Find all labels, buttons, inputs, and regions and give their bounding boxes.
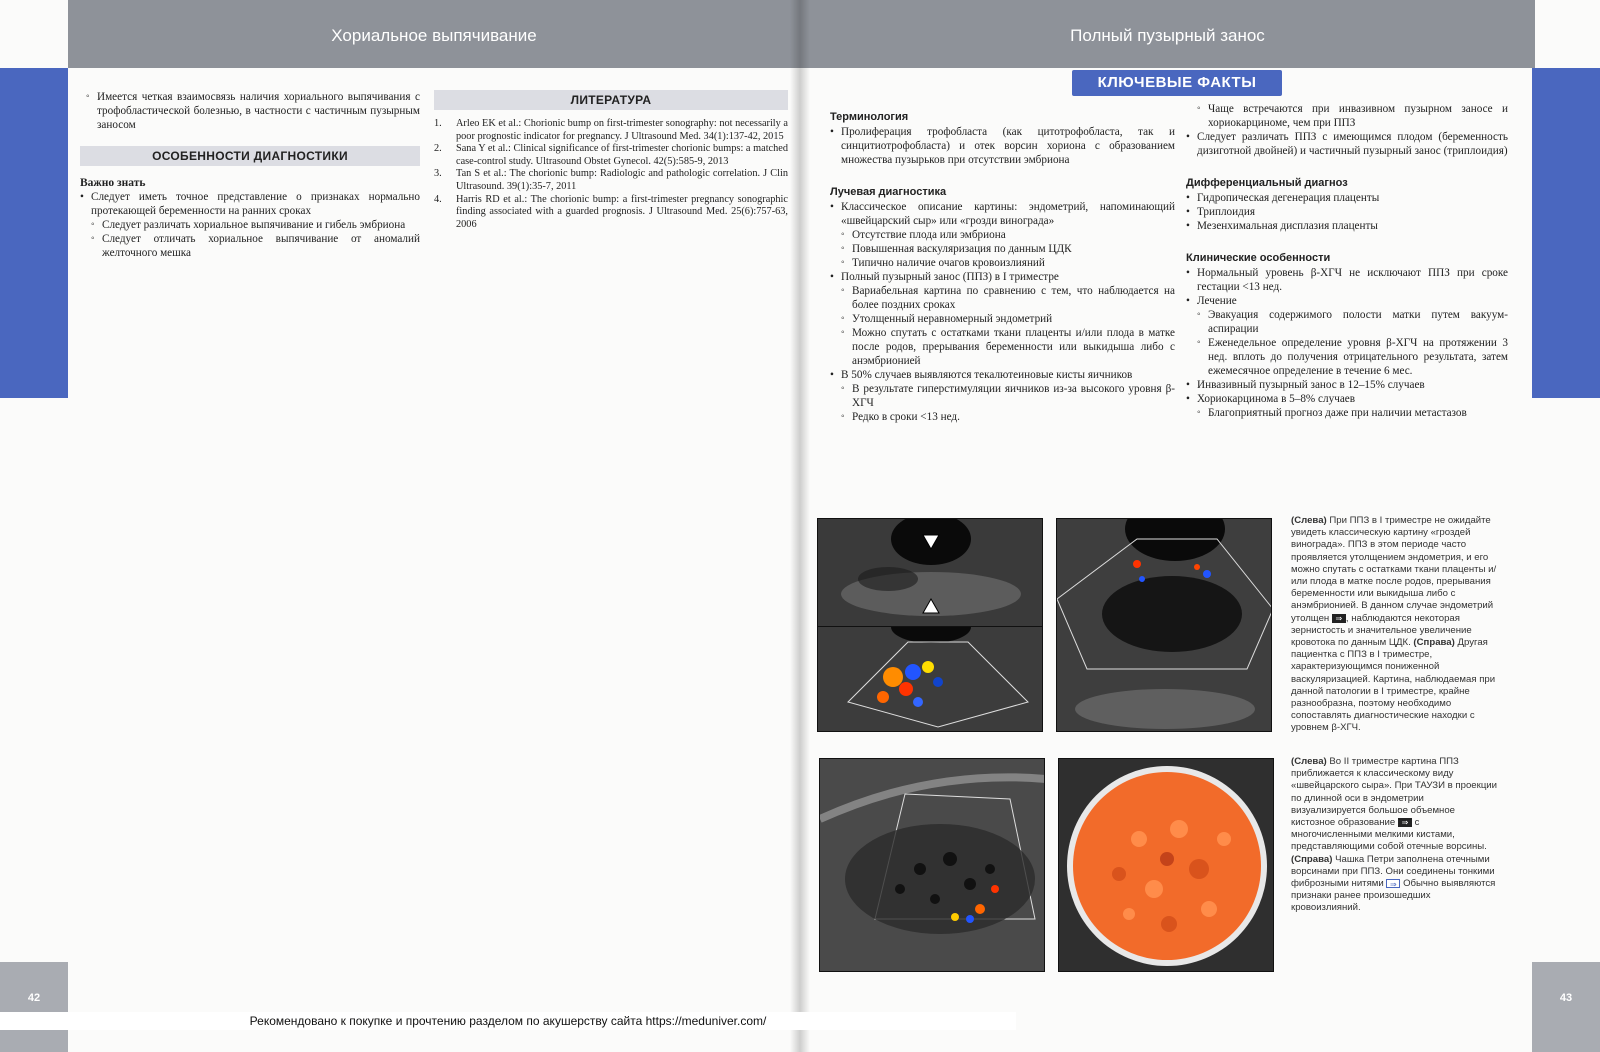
right-column-1 [830, 102, 1175, 424]
col2-top-list [1186, 130, 1508, 158]
caption2-text-d: Обычно выявляются признаки ранее произошедших кровоизлияний. [1291, 878, 1496, 914]
radiology-title: Лучевая диагностика [830, 186, 947, 198]
left-column-1 [80, 90, 420, 260]
left-header-band [68, 0, 800, 68]
differential-item [1186, 191, 1508, 205]
clinical-item-text: Инвазивный пузырный занос в 12–15% случаев [1197, 379, 1425, 391]
differential-title: Дифференциальный диагноз [1186, 177, 1348, 189]
differential-list [1186, 191, 1508, 233]
differential-item [1186, 205, 1508, 219]
radiology-item-subitem-text: Вариабельная картина по сравнению с тем, что наблюдается на более поздних сроках [852, 285, 1175, 311]
right-header-band [800, 0, 1535, 68]
radiology-item-subitem [841, 256, 1175, 270]
reference-text: Arleo EK et al.: Chorionic bump on first-trimester sonography: not necessarily a poor prognostic indicator for pregnancy. J Ultrasound Med. 34(1):137-42, 2015 [456, 118, 788, 142]
important-item-sublist [91, 218, 420, 260]
reference-text: Sana Y et al.: Clinical significance of first-trimester chorionic bumps: a matched case-control study. Ultrasound Obstet Gynecol. 42(5):585-9, 2013 [456, 143, 788, 167]
radiology-item-subitem-text: Типично наличие очагов кровоизлияний [852, 257, 1045, 269]
clinical-item [1186, 266, 1508, 294]
radiology-item-subitem-text: Повышенная васкуляризация по данным ЦДК [852, 243, 1072, 255]
radiology-item-subitem-text: Редко в сроки <13 нед. [852, 411, 960, 423]
important-item-subitem [91, 232, 420, 260]
radiology-item-subitem [841, 382, 1175, 410]
left-side-tab [0, 68, 68, 398]
right-page-title: Полный пузырный занос [1070, 26, 1265, 45]
clinical-item-sublist [1197, 308, 1508, 378]
radiology-item-subitem-text: Утолщенный неравномерный эндометрий [852, 313, 1053, 325]
radiology-item-text: В 50% случаев выявляются текалютеиновые кисты яичников [841, 369, 1133, 381]
book-spine [790, 0, 810, 1052]
radiology-item-subitem [841, 326, 1175, 368]
col2-top-subitem-text: Чаще встречаются при инвазивном пузырном заносе и хориокарциноме, чем при ППЗ [1208, 103, 1508, 129]
clinical-item-subitem-text: Эвакуация содержимого полости матки путем вакуум-аспирации [1208, 309, 1508, 335]
literature-title: ЛИТЕРАТУРА [434, 90, 788, 110]
radiology-item-text: Классическое описание картины: эндометрий, напоминающий «швейцарский сыр» или «грозди винограда» [841, 201, 1175, 227]
open-arrow-icon: ⇒ [1386, 879, 1400, 888]
clinical-item [1186, 392, 1508, 420]
left-page-number-box [0, 962, 68, 1052]
reference-number: 1. [434, 118, 442, 129]
clinical-list [1186, 266, 1508, 420]
caption-row-1 [1291, 515, 1499, 735]
left-page-number: 42 [27, 992, 41, 1004]
footer-recommendation: Рекомендовано к покупке и прочтению разделом по акушерству сайта https://meduniver.com/ [0, 1012, 1016, 1030]
radiology-item-subitem-text: Отсутствие плода или эмбриона [852, 229, 1006, 241]
clinical-item-sublist [1197, 406, 1508, 420]
radiology-item-subitem-text: Можно спутать с остатками ткани плаценты и/или плода в матке после родов, прерывания беременности или выкидыша либо с анэмбрионией [852, 327, 1175, 367]
clinical-item-text: Хориокарцинома в 5–8% случаев [1197, 393, 1356, 405]
caption2-text-a: Во II триместре картина ППЗ приближается к классическому виду «швейцарского сыра». При ТАУЗИ в проекции по длинной оси в эндометрии визуализируется большое объемное кистозное образование [1291, 756, 1498, 829]
doppler-image-bottom-left-a [817, 626, 1043, 732]
intro-list [86, 90, 420, 132]
clinical-item-subitem-text: Еженедельное определение уровня β-ХГЧ на протяжении 3 нед. вплоть до получения отрицательного результата, затем ежемесячное определение в течение 6 мес. [1208, 337, 1508, 377]
clinical-item-subitem-text: Благоприятный прогноз даже при наличии метастазов [1208, 407, 1467, 419]
reference-item [434, 194, 788, 232]
caption-row-2 [1291, 756, 1499, 915]
clinical-item [1186, 378, 1508, 392]
caption2-text-c: Чашка Петри заполнена отечными ворсинами при ППЗ. Они соединены тонкими фиброзными нитями [1291, 853, 1495, 890]
caption1-text-c: Другая пациентка с ППЗ в I триместре, характеризующимся пониженной васкуляризацией. Картина, наблюдаемая при данной патологии в I триместре, крайне разнообразна, поэтому необходимо сопоставлять диагностические находки с уровнем β-ХГЧ. [1291, 637, 1496, 734]
reference-number: 3. [434, 168, 442, 180]
reference-number: 4. [434, 193, 442, 205]
important-list [80, 190, 420, 260]
radiology-item-subitem [841, 410, 1175, 424]
important-item-subitem-text: Следует различать хориальное выпячивание и гибель эмбриона [102, 219, 406, 231]
terminology-item [830, 125, 1175, 167]
radiology-item-sublist [841, 284, 1175, 368]
important-item-text: Следует иметь точное представление о признаках нормально протекающей беременности на ранних сроках [91, 191, 420, 217]
radiology-item-subitem [841, 242, 1175, 256]
terminology-item-text: Пролиферация трофобласта (как цитотрофобласта, так и синцитиотрофобласта) и отек ворсин хориона с образованием множества пузырьков при отсутствии эмбриона [841, 126, 1175, 166]
radiology-item-subitem [841, 312, 1175, 326]
caption1-left-tag: (Слева) [1291, 515, 1327, 526]
clinical-item-subitem [1197, 336, 1508, 378]
radiology-item-subitem [841, 228, 1175, 242]
left-page-title: Хориальное выпячивание [331, 26, 537, 45]
radiology-item [830, 270, 1175, 368]
radiology-item [830, 368, 1175, 424]
radiology-item [830, 200, 1175, 270]
right-page-number-box [1532, 962, 1600, 1052]
caption2-right-tag: (Справа) [1291, 853, 1333, 865]
reference-number: 2. [434, 143, 442, 155]
clinical-title: Клинические особенности [1186, 252, 1331, 264]
caption1-right-tag: (Справа) [1413, 637, 1455, 649]
col2-top-item [1186, 130, 1508, 158]
petri-dish-photo [1058, 758, 1274, 972]
right-page-number: 43 [1559, 992, 1573, 1004]
radiology-item-subitem-text: В результате гиперстимуляции яичников из-за высокого уровня β-ХГЧ [852, 383, 1175, 409]
differential-item [1186, 219, 1508, 233]
clinical-item-text: Нормальный уровень β-ХГЧ не исключают ППЗ при сроке гестации <13 нед. [1197, 267, 1508, 293]
differential-item-text: Триплоидия [1197, 206, 1255, 218]
radiology-item-sublist [841, 228, 1175, 270]
radiology-item-text: Полный пузырный занос (ППЗ) в I триместре [841, 271, 1059, 283]
reference-item [434, 168, 788, 193]
clinical-item [1186, 294, 1508, 378]
radiology-item-subitem [841, 284, 1175, 312]
caption1-text-a: При ППЗ в I триместре не ожидайте увидеть классическую картину «гроздей винограда». ППЗ в этом периоде часто проявляется утолщением эндометрия, и его можно спутать с остатками ткани плаценты и/или плода в матке после родов, прерывания беременности или выкидыша либо с анэмбрионией. В данном случае эндометрий утолщен [1291, 515, 1497, 624]
terminology-title: Терминология [830, 111, 909, 123]
intro-bullet: ◦ Имеется четкая взаимосвязь наличия хориального выпячивания с трофобластической болезнью, в частности с частичным пузырным заносом [86, 90, 420, 132]
col2-top-subitem [1197, 102, 1508, 130]
clinical-item-subitem [1197, 308, 1508, 336]
key-facts-banner: КЛЮЧЕВЫЕ ФАКТЫ [1072, 70, 1282, 96]
radiology-list [830, 200, 1175, 424]
doppler-image-top-right [1056, 518, 1272, 732]
important-item [80, 190, 420, 260]
differential-item-text: Мезенхимальная дисплазия плаценты [1197, 220, 1378, 232]
right-side-tab [1532, 68, 1600, 398]
right-column-2 [1186, 102, 1508, 420]
clinical-item-text: Лечение [1197, 295, 1237, 307]
important-item-subitem [91, 218, 420, 232]
solid-arrow-icon: ⇒ [1398, 818, 1412, 827]
caption2-text-b: с многочисленными мелкими кистами, представляющими собой отечные ворсины. [1291, 817, 1487, 853]
col2-top-item-text: Следует различать ППЗ с имеющимся плодом (беременность дизиготной двойней) и частичный пузырный занос (триплоидия) [1197, 131, 1508, 157]
references-list [434, 118, 788, 231]
caption2-left-tag: (Слева) [1291, 756, 1327, 767]
radiology-item-sublist [841, 382, 1175, 424]
reference-text: Harris RD et al.: The chorionic bump: a first-trimester pregnancy sonographic finding associated with a guarded prognosis. J Ultrasound Med. 25(6):757-63, 2006 [456, 193, 788, 230]
ultrasound-image-top-left-a [817, 518, 1043, 630]
left-column-2 [434, 90, 788, 231]
diag-section-title: ОСОБЕННОСТИ ДИАГНОСТИКИ [80, 146, 420, 166]
important-item-subitem-text: Следует отличать хориальное выпячивание от аномалий желточного мешка [102, 233, 420, 259]
reference-text: Tan S et al.: The chorionic bump: Radiologic and pathologic correlation. J Clin Ultrasound. 39(1):35-7, 2011 [456, 168, 788, 192]
caption1-text-b: , наблюдаются некоторая зернистость и значительное увеличение кровотока по данным ЦДК. [1291, 612, 1472, 649]
reference-item [434, 143, 788, 168]
terminology-list [830, 125, 1175, 167]
differential-item-text: Гидропическая дегенерация плаценты [1197, 192, 1380, 204]
important-title: Важно знать [80, 177, 146, 189]
clinical-item-subitem [1197, 406, 1508, 420]
right-page [800, 0, 1600, 1052]
ultrasound-image-second-trimester [819, 758, 1045, 972]
reference-item [434, 118, 788, 143]
solid-arrow-icon: ⇒ [1332, 614, 1346, 623]
col2-top-sublist [1197, 102, 1508, 130]
